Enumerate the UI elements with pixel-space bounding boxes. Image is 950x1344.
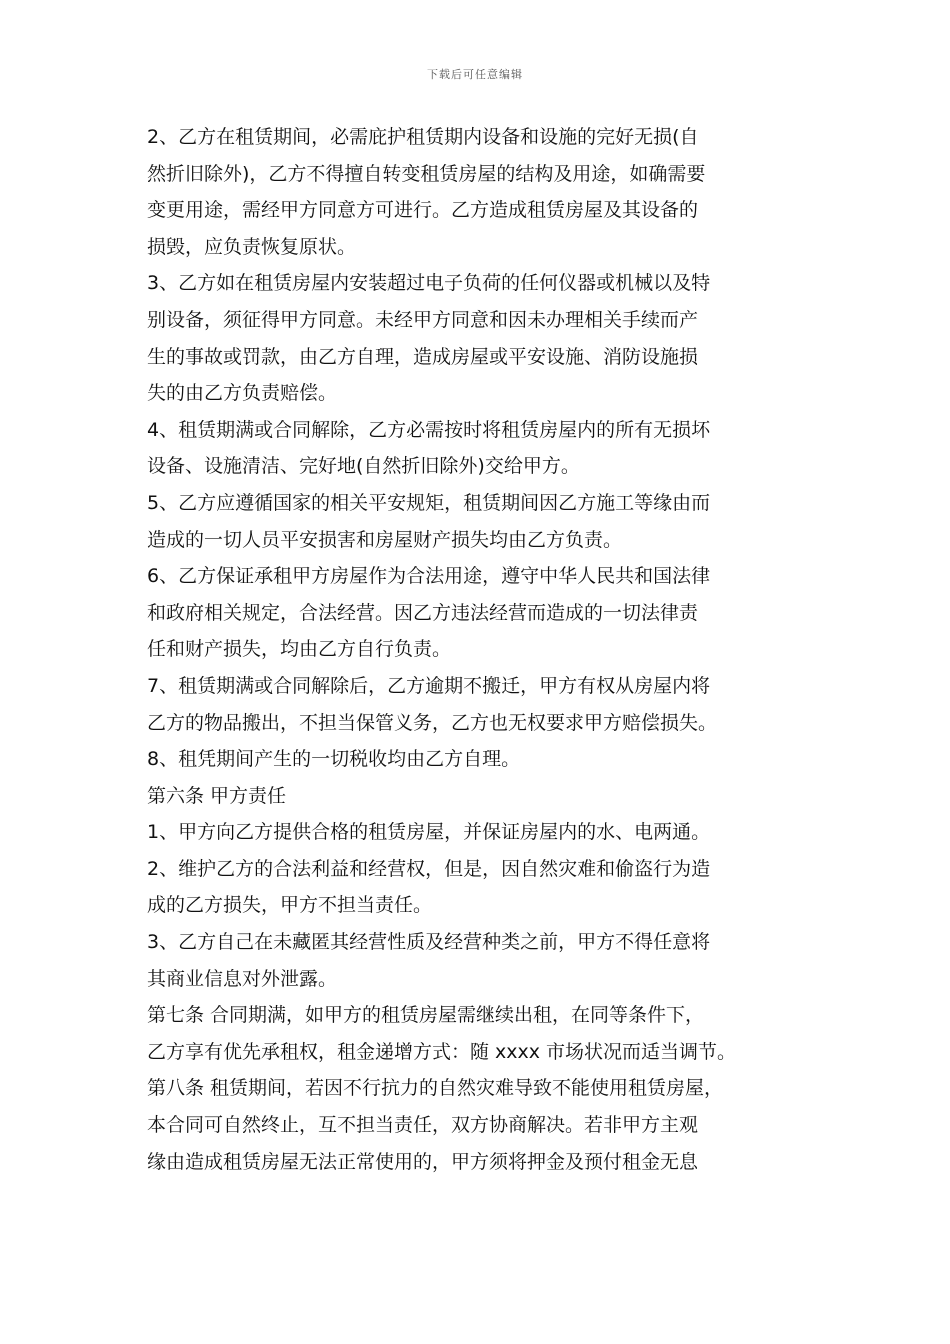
body-line: 其商业信息对外泄露。 [147,967,338,990]
body-line: 2、乙方在租赁期间，必需庇护租赁期内设备和设施的完好无损(自 [147,126,699,148]
body-line: 第八条 租赁期间，若因不行抗力的自然灾难导致不能使用租赁房屋， [147,1077,724,1100]
body-line: 乙方的物品搬出，不担当保管义务，乙方也无权要求甲方赔偿损失。 [147,711,718,734]
body-line: 缘由造成租赁房屋无法正常使用的，甲方须将押金及预付租金无息 [147,1150,699,1173]
body-line: 1、甲方向乙方提供合格的租赁房屋，并保证房屋内的水、电两通。 [147,821,711,844]
body-line: 设备、设施清洁、完好地(自然折旧除外)交给甲方。 [147,455,580,478]
body-line: 3、乙方如在租赁房屋内安装超过电子负荷的任何仪器或机械以及特 [147,272,711,295]
body-line: 2、维护乙方的合法利益和经营权，但是，因自然灾难和偷盗行为造 [147,857,711,880]
body-line: 然折旧除外)，乙方不得擅自转变租赁房屋的结构及用途，如确需要 [147,162,706,185]
body-line: 别设备，须征得甲方同意。未经甲方同意和因未办理相关手续而产 [147,308,699,331]
body-line: 4、租赁期满或合同解除，乙方必需按时将租赁房屋内的所有无损坏 [147,418,711,441]
body-line: 和政府相关规定，合法经营。因乙方违法经营而造成的一切法律责 [147,601,699,624]
body-line: 失的由乙方负责赔偿。 [147,382,338,405]
body-line: 变更用途，需经甲方同意方可进行。乙方造成租赁房屋及其设备的 [147,199,699,222]
body-line: 乙方享有优先承租权，租金递增方式：随 xxxx 市场状况而适当调节。 [147,1040,737,1063]
section-heading: 第六条 甲方责任 [147,784,287,807]
body-line: 7、租赁期满或合同解除后，乙方逾期不搬迁，甲方有权从房屋内将 [147,674,711,697]
body-line: 8、租凭期间产生的一切税收均由乙方自理。 [147,748,521,771]
body-line: 本合同可自然终止，互不担当责任，双方协商解决。若非甲方主观 [147,1114,699,1137]
page-header: 下载后可任意编辑 [427,68,523,81]
body-line: 损毁，应负责恢复原状。 [147,235,357,258]
body-line: 第七条 合同期满，如甲方的租赁房屋需继续出租，在同等条件下， [147,1004,705,1027]
body-line: 成的乙方损失，甲方不担当责任。 [147,894,433,917]
document-body [147,119,812,1180]
body-line: 任和财产损失，均由乙方自行负责。 [147,638,452,661]
body-line: 6、乙方保证承租甲方房屋作为合法用途，遵守中华人民共和国法律 [147,565,711,588]
body-line: 造成的一切人员平安损害和房屋财产损失均由乙方负责。 [147,528,623,551]
body-line: 生的事故或罚款，由乙方自理，造成房屋或平安设施、消防设施损 [147,345,699,368]
body-line: 5、乙方应遵循国家的相关平安规矩，租赁期间因乙方施工等缘由而 [147,491,711,514]
body-line: 3、乙方自己在未藏匿其经营性质及经营种类之前，甲方不得任意将 [147,931,711,954]
